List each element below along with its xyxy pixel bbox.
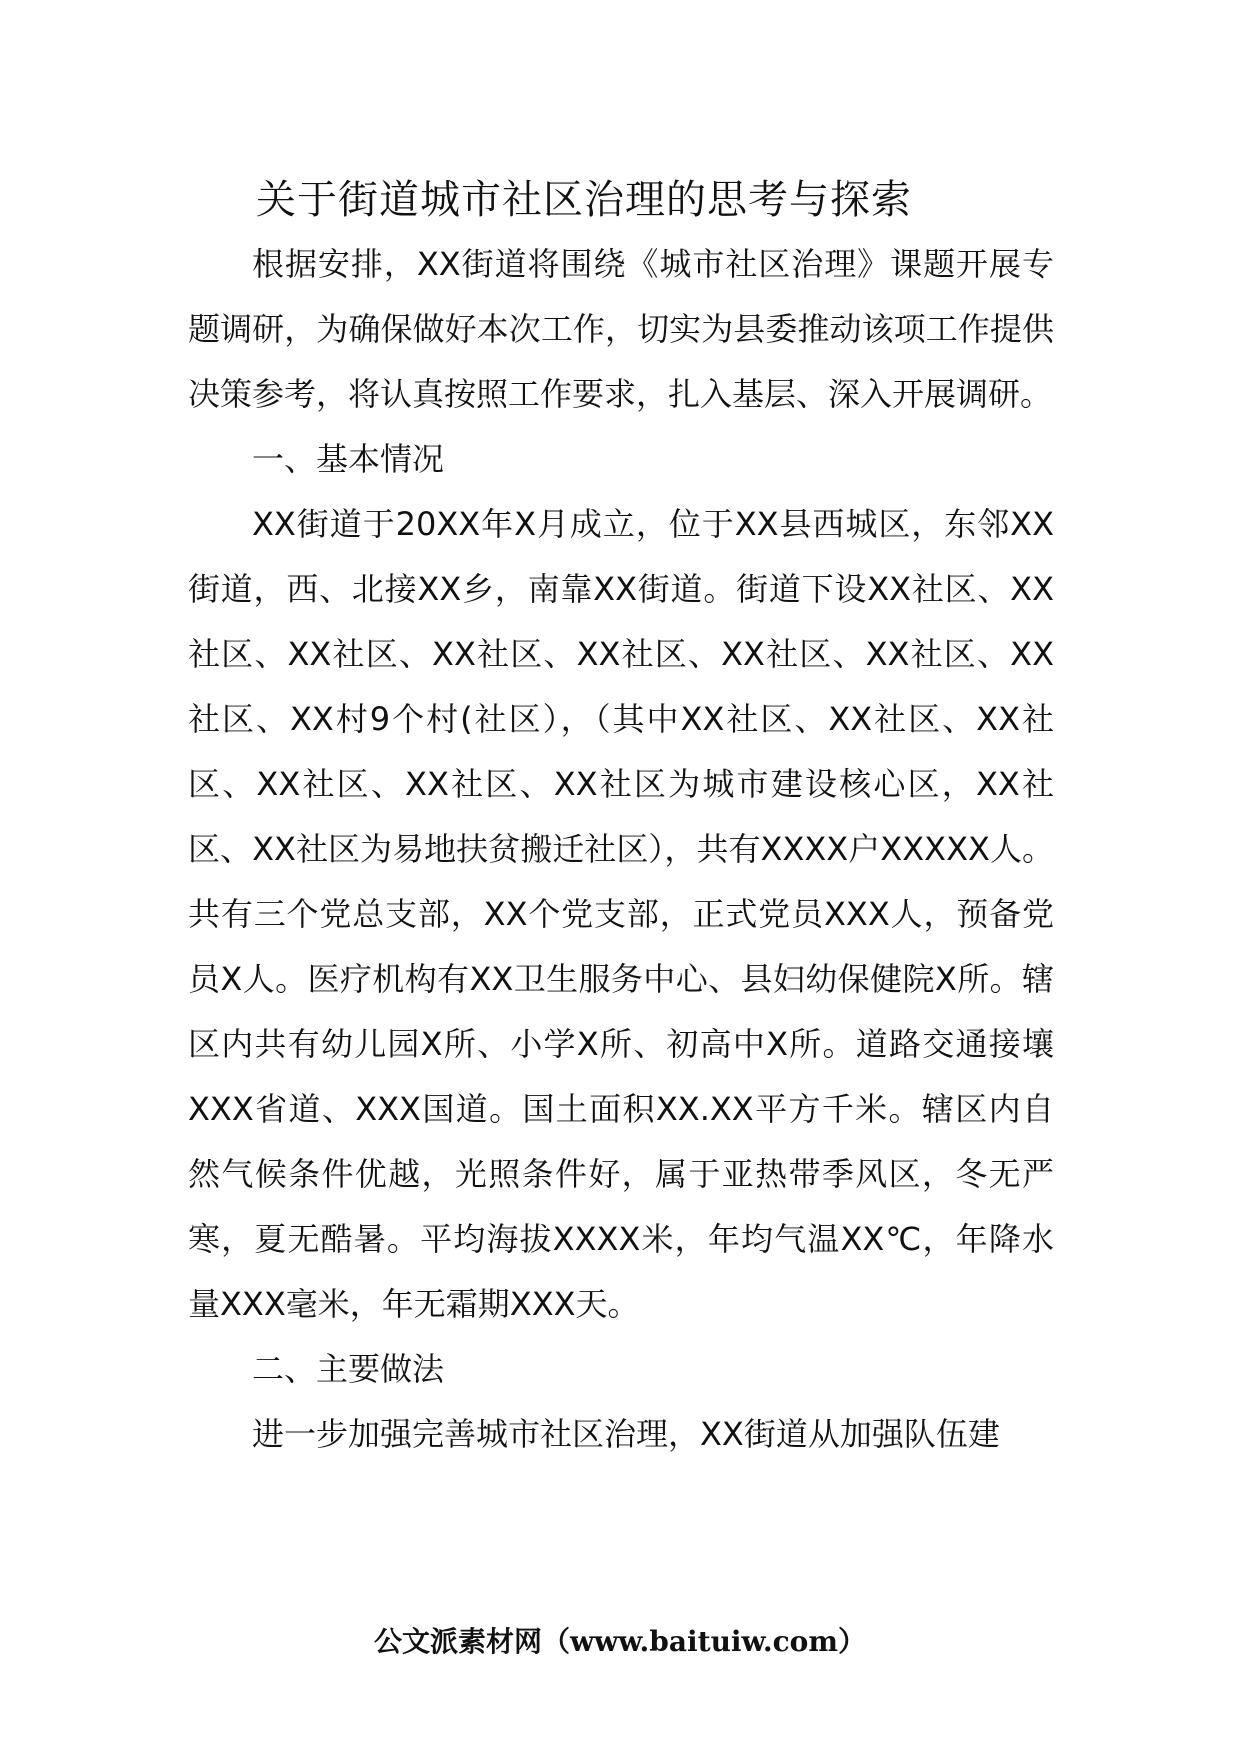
document-title: 关于街道城市社区治理的思考与探索 [256,177,912,223]
footer-watermark: 公文派素材网（www.baituiw.com） [374,1625,866,1658]
document-body [188,168,1054,1467]
intro-paragraph: 根据安排，XX街道将围绕《城市社区治理》课题开展专题调研，为确保做好本次工作，切实为县委推动该项工作提供决策参考，将认真按照工作要求，扎入基层、深入开展调研。 [188,245,1054,413]
basic-situation-paragraph: XX街道于20XX年X月成立，位于XX县西城区，东邻XX街道，西、北接XX乡，南靠XX街道。街道下设XX社区、XX社区、XX社区、XX社区、XX社区、XX社区、XX社区、XX社区、XX村9个村(社区），（其中XX社区、XX社区、XX社区、XX社区、XX社区、XX社区为城市建设核心区，XX社区、XX社区为易地扶贫搬迁社区），共有XXXX户XXXXX人。共有三个党总支部，XX个党支部，正式党员XXX人，预备党员X人。医疗机构有XX卫生服务中心、县妇幼保健院X所。辖区内共有幼儿园X所、小学X所、初高中X所。道路交通接壤XXX省道、XXX国道。国土面积XX.XX平方千米。辖区内自然气候条件优越，光照条件好，属于亚热带季风区，冬无严寒，夏无酷暑。平均海拔XXXX米，年均气温XX℃，年降水量XXX毫米，年无霜期XXX天。 [188,505,1054,1323]
section-heading-main-practices: 二、主要做法 [252,1350,445,1388]
main-practices-paragraph: 进一步加强完善城市社区治理，XX街道从加强队伍建 [252,1415,1000,1453]
section-heading-basic-situation: 一、基本情况 [252,440,445,478]
